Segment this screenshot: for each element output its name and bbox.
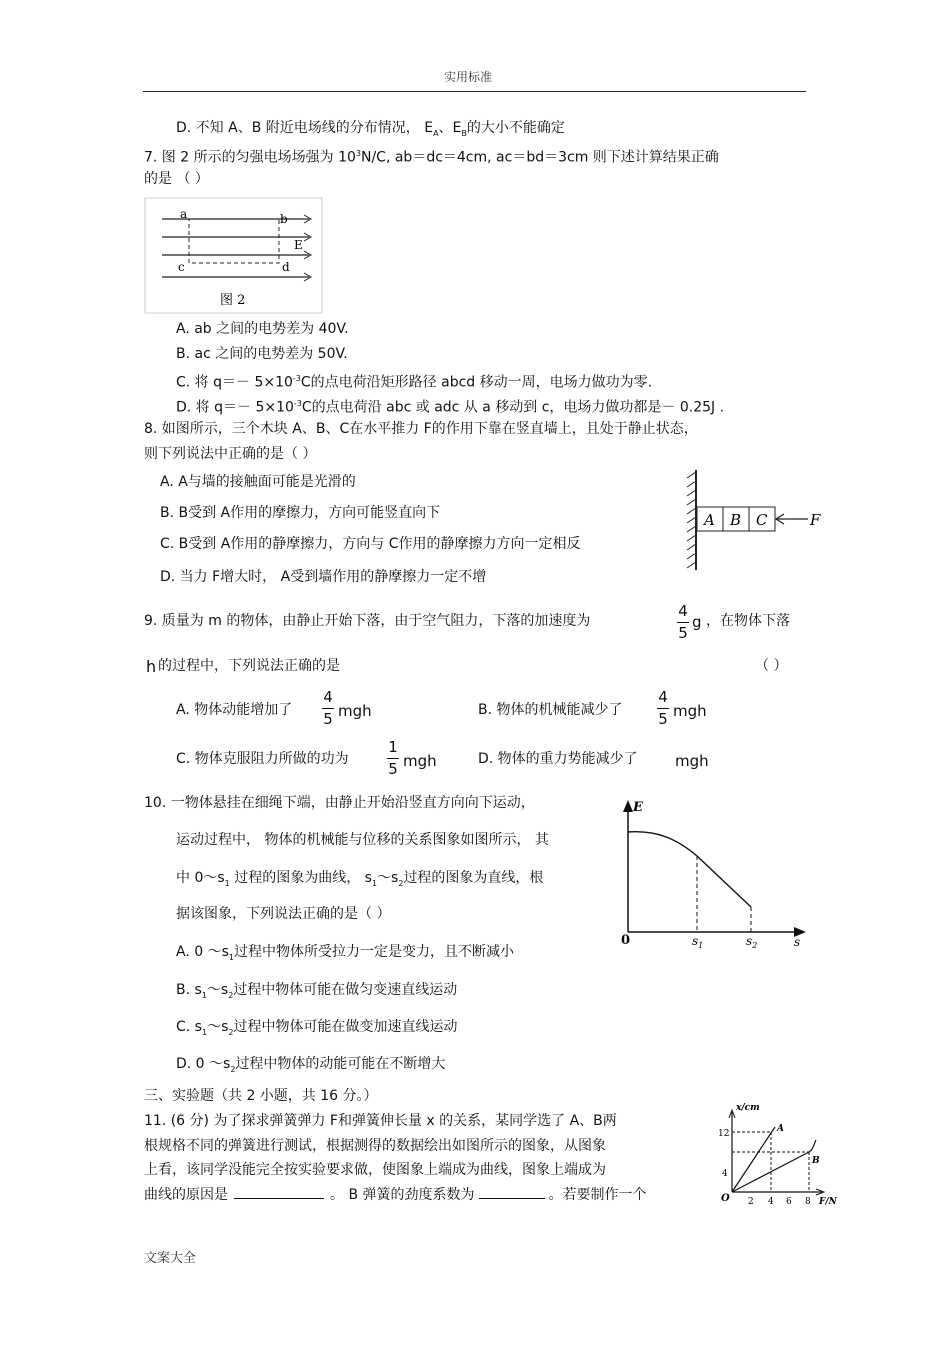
q7-option-c: C. 将 $q=- 5\times 10^{-3}C$的点电荷沿矩形路径 abcd 移动一周，电场力做功为零. [176,374,653,391]
q10-option-d: D. 0 $\sim s_2$过程中物体的动能可能在不断增大 [176,1056,446,1074]
axis-x-cm-label: x/cm [736,1103,760,1113]
q9-g: g [692,613,702,631]
q7-option-a: A. ab 之间的电势差为 40V. [176,321,349,337]
q9-stem-tail: ，在物体下落 [706,613,790,629]
q7-option-d: D. 将 $q=- 5\times 10^{-3}C$的点电荷沿 abc 或 adc 从 a 移动到 c，电场力做功都是－ 0.25J . [176,399,725,416]
q9-option-a-fraction: 4 5 [323,688,333,728]
q9-option-a-mgh: mgh [338,702,372,720]
q8-option-a: A. A与墙的接触面可能是光滑的 [160,474,356,490]
origin-o-label: O [721,1193,730,1204]
q7-stem-line2: 的是 （ ） [144,171,209,187]
fig-label-b: b [280,212,288,226]
fig-label-e: E [294,238,303,252]
q11-stem-line2: 根规格不同的弹簧进行测试，根据测得的数据绘出如图所示的图象，从图象 [144,1138,606,1154]
fig-label-d: d [282,260,290,274]
q9-option-d-mgh: mgh [675,752,709,770]
s1-label: $s_1$ [692,934,704,950]
q7-figure [144,197,324,315]
q8-option-b: B. B受到 A作用的摩擦力，方向可能竖直向下 [160,505,441,521]
q11-stem-line1: 11. (6 分) 为了探求弹簧弹力 F和弹簧伸长量 x 的关系，某同学选了 A、B两 [144,1113,617,1129]
q7-stem-line1: 7. 图 2 所示的匀强电场场强为 $10^3N/C$, ab＝dc＝4cm, ac＝bd＝3cm 则下述计算结果正确 [144,149,719,166]
q8-option-c: C. B受到 A作用的静摩擦力，方向与 C作用的静摩擦力方向一定相反 [160,536,581,552]
q9-accel-fraction: 4 5 [678,602,688,642]
q10-option-b: B. $s_1\sim s_2$过程中物体可能在做匀变速直线运动 [176,982,458,1000]
block-b-label: B [730,511,742,529]
axis-e-label: E [633,800,643,815]
s2-label: $s_2$ [746,934,758,950]
q10-option-a: A. 0 $\sim s_1$过程中物体所受拉力一定是变力，且不断减小 [176,944,514,962]
force-f-label: F [810,511,821,529]
tick-y-4: 4 [722,1169,728,1179]
q10-stem-line4: 据该图象，下列说法正确的是（ ） [176,906,391,922]
block-a-label: A [704,511,715,529]
fig-label-a: a [180,207,188,221]
q8-figure [684,470,824,570]
q8-option-d: D. 当力 F增大时， A受到墙作用的静摩擦力一定不增 [160,569,487,585]
tick-x-2: 2 [748,1197,754,1207]
q11-stem-line4: 曲线的原因是 。 B 弹簧的劲度系数为 。若要制作一个 [144,1187,647,1203]
q9-stem-line1: 9. 质量为 m 的物体，由静止开始下落，由于空气阻力，下落的加速度为 [144,613,591,629]
q11-graph [712,1100,847,1212]
block-c-label: C [756,511,768,529]
origin-label: 0 [621,933,631,948]
q9-option-c-mgh: mgh [403,752,437,770]
q8-stem-line2: 则下列说法中正确的是（ ） [144,446,317,462]
axis-f-n-label: F/N [819,1197,837,1207]
tick-x-4: 4 [768,1197,774,1207]
line-a-label: A [777,1124,784,1134]
q9-option-a: A. 物体动能增加了 [176,702,293,718]
tick-x-8: 8 [805,1197,811,1207]
page-header: 实用标准 [444,70,493,84]
q9-option-d: D. 物体的重力势能减少了 [478,751,638,767]
axis-s-label: s [794,935,801,949]
line-b-label: B [812,1156,820,1166]
page-footer: 文案大全 [144,1251,197,1266]
q9-answer-paren: （ ） [755,658,788,674]
q9-option-b: B. 物体的机械能减少了 [478,702,623,718]
header-rule [143,91,806,92]
section3-title: 三、实验题（共 2 小题，共 16 分。） [144,1088,378,1104]
fig-label-c: c [178,260,185,274]
q9-option-c: C. 物体克服阻力所做的功为 [176,751,349,767]
q9-option-b-mgh: mgh [673,702,707,720]
q9-option-c-fraction: 1 5 [388,738,398,778]
q10-graph [612,794,812,954]
answer-blank-2[interactable] [479,1198,545,1199]
q11-stem-line3: 上看，该同学没能完全按实验要求做，使图象上端成为曲线，图象上端成为 [144,1162,606,1178]
q10-stem-line2: 运动过程中， 物体的机械能与位移的关系图象如图所示， 其 [176,832,549,848]
tick-y-12: 12 [718,1129,730,1139]
q10-stem-line1: 10. 一物体悬挂在细绳下端，由静止开始沿竖直方向向下运动， [144,795,535,811]
tick-x-6: 6 [786,1197,792,1207]
q10-option-c: C. $s_1\sim s_2$过程中物体可能在做变加速直线运动 [176,1019,458,1037]
q8-stem-line1: 8. 如图所示，三个木块 A、B、C在水平推力 F的作用下靠在竖直墙上，且处于静止状态， [144,421,698,437]
q9-stem-line2: 的过程中，下列说法正确的是 [158,658,340,674]
answer-blank-1[interactable] [234,1198,324,1199]
fig-caption: 图 2 [220,293,246,308]
q6-option-d: D. 不知 A、B 附近电场线的分布情况， $E_A$、$E_B$的大小不能确定 [176,120,565,138]
q10-stem-line3: 中 $0\sim s_1$ 过程的图象为曲线， $s_1\sim s_2$过程的图象为直线，根 [176,870,544,888]
q9-h: h [146,657,157,676]
q7-option-b: B. ac 之间的电势差为 50V. [176,346,348,362]
q9-option-b-fraction: 4 5 [658,688,668,728]
